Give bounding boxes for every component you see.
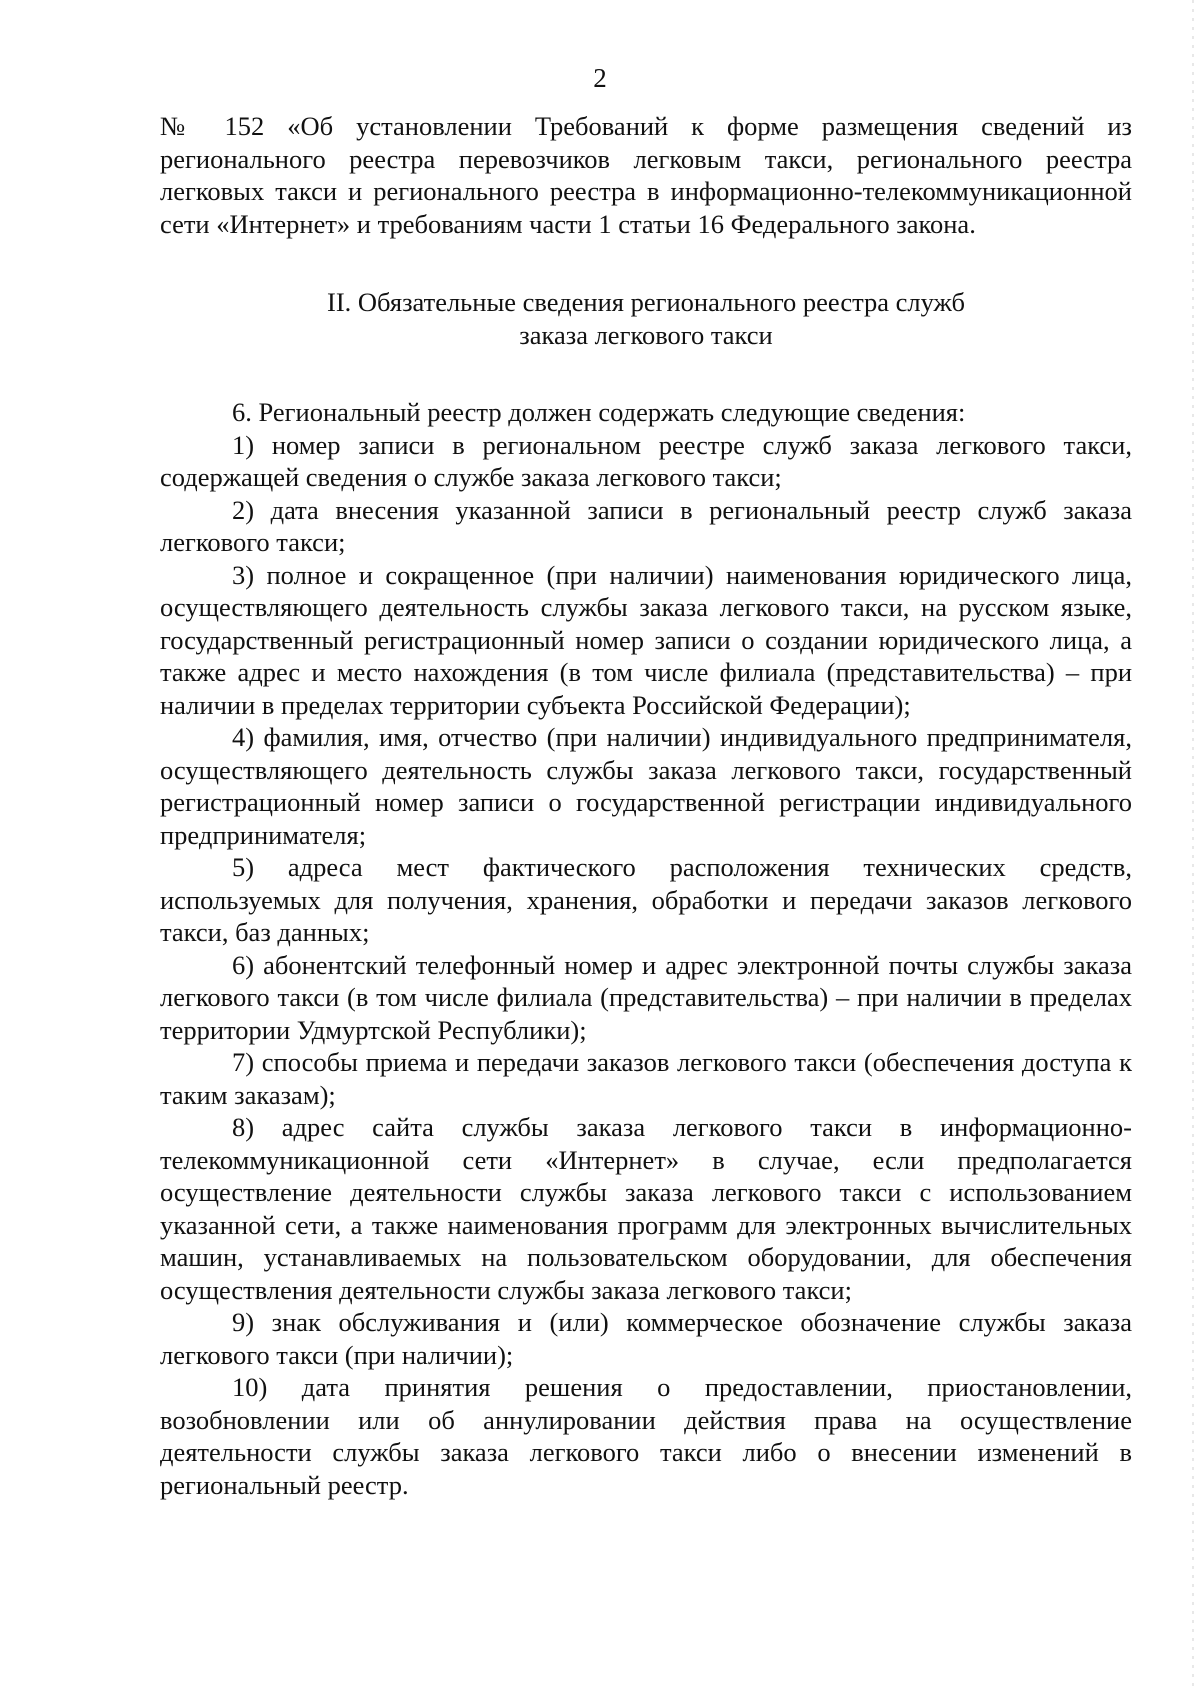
list-item-2: 2) дата внесения указанной записи в региональный реестр служб заказа легкового такси; xyxy=(160,494,1132,557)
intro-paragraph: № 152 «Об установлении Требований к форме размещения сведений из регионального реестра перевозчиков легковым такси, регионального реестра легковых такси и регионального реестра в информационно-телекоммуникационной сети «Интернет» и требованиям части 1 статьи 16 Федерального закона. xyxy=(160,111,1132,239)
list-item-9: 9) знак обслуживания и (или) коммерческое обозначение службы заказа легкового такси (при наличии); xyxy=(160,1307,1132,1370)
page-number: 2 xyxy=(593,63,607,93)
section-heading xyxy=(160,286,1132,352)
list-item-6: 6) абонентский телефонный номер и адрес электронной почты службы заказа легкового такси (в том числе филиала (представительства) – при наличии в пределах территории Удмуртской Республики); xyxy=(160,949,1132,1045)
document-body xyxy=(160,110,1132,1501)
list-item-3: 3) полное и сокращенное (при наличии) наименования юридического лица, осуществляющего деятельность службы заказа легкового такси, на русском языке, государственный регистрационный номер записи о создании юридического лица, а также адрес и место нахождения (в том числе филиала (представительства) – при наличии в пределах территории субъекта Российской Федерации); xyxy=(160,559,1132,720)
list-item-1: 1) номер записи в региональном реестре служб заказа легкового такси, содержащей сведения о службе заказа легкового такси; xyxy=(160,429,1132,492)
list-item-5: 5) адреса мест фактического расположения технических средств, используемых для получения, хранения, обработки и передачи заказов легкового такси, баз данных; xyxy=(160,852,1132,947)
section-title-line-2: заказа легкового такси xyxy=(519,320,773,350)
list-item-10: 10) дата принятия решения о предоставлении, приостановлении, возобновлении или об аннулировании действия права на осуществление деятельности службы заказа легкового такси либо о внесении изменений в региональный реестр. xyxy=(160,1372,1132,1500)
paragraph-6-lead: 6. Региональный реестр должен содержать следующие сведения: xyxy=(232,397,966,427)
list-item-8: 8) адрес сайта службы заказа легкового такси в информационно-телекоммуникационной сети «Интернет» в случае, если предполагается осуществление деятельности службы заказа легкового такси с использованием указанной сети, а также наименования программ для электронных вычислительных машин, устанавливаемых на пользовательском оборудовании, для обеспечения осуществления деятельности службы заказа легкового такси; xyxy=(160,1112,1132,1305)
section-title-line-1: II. Обязательные сведения регионального реестра служб xyxy=(327,287,965,317)
scan-edge-artifact xyxy=(1192,0,1194,1686)
list-item-4: 4) фамилия, имя, отчество (при наличии) индивидуального предпринимателя, осуществляющего деятельность службы заказа легкового такси, государственный регистрационный номер записи о государственной регистрации индивидуального предпринимателя; xyxy=(160,722,1132,850)
list-item-7: 7) способы приема и передачи заказов легкового такси (обеспечения доступа к таким заказам); xyxy=(160,1047,1132,1110)
